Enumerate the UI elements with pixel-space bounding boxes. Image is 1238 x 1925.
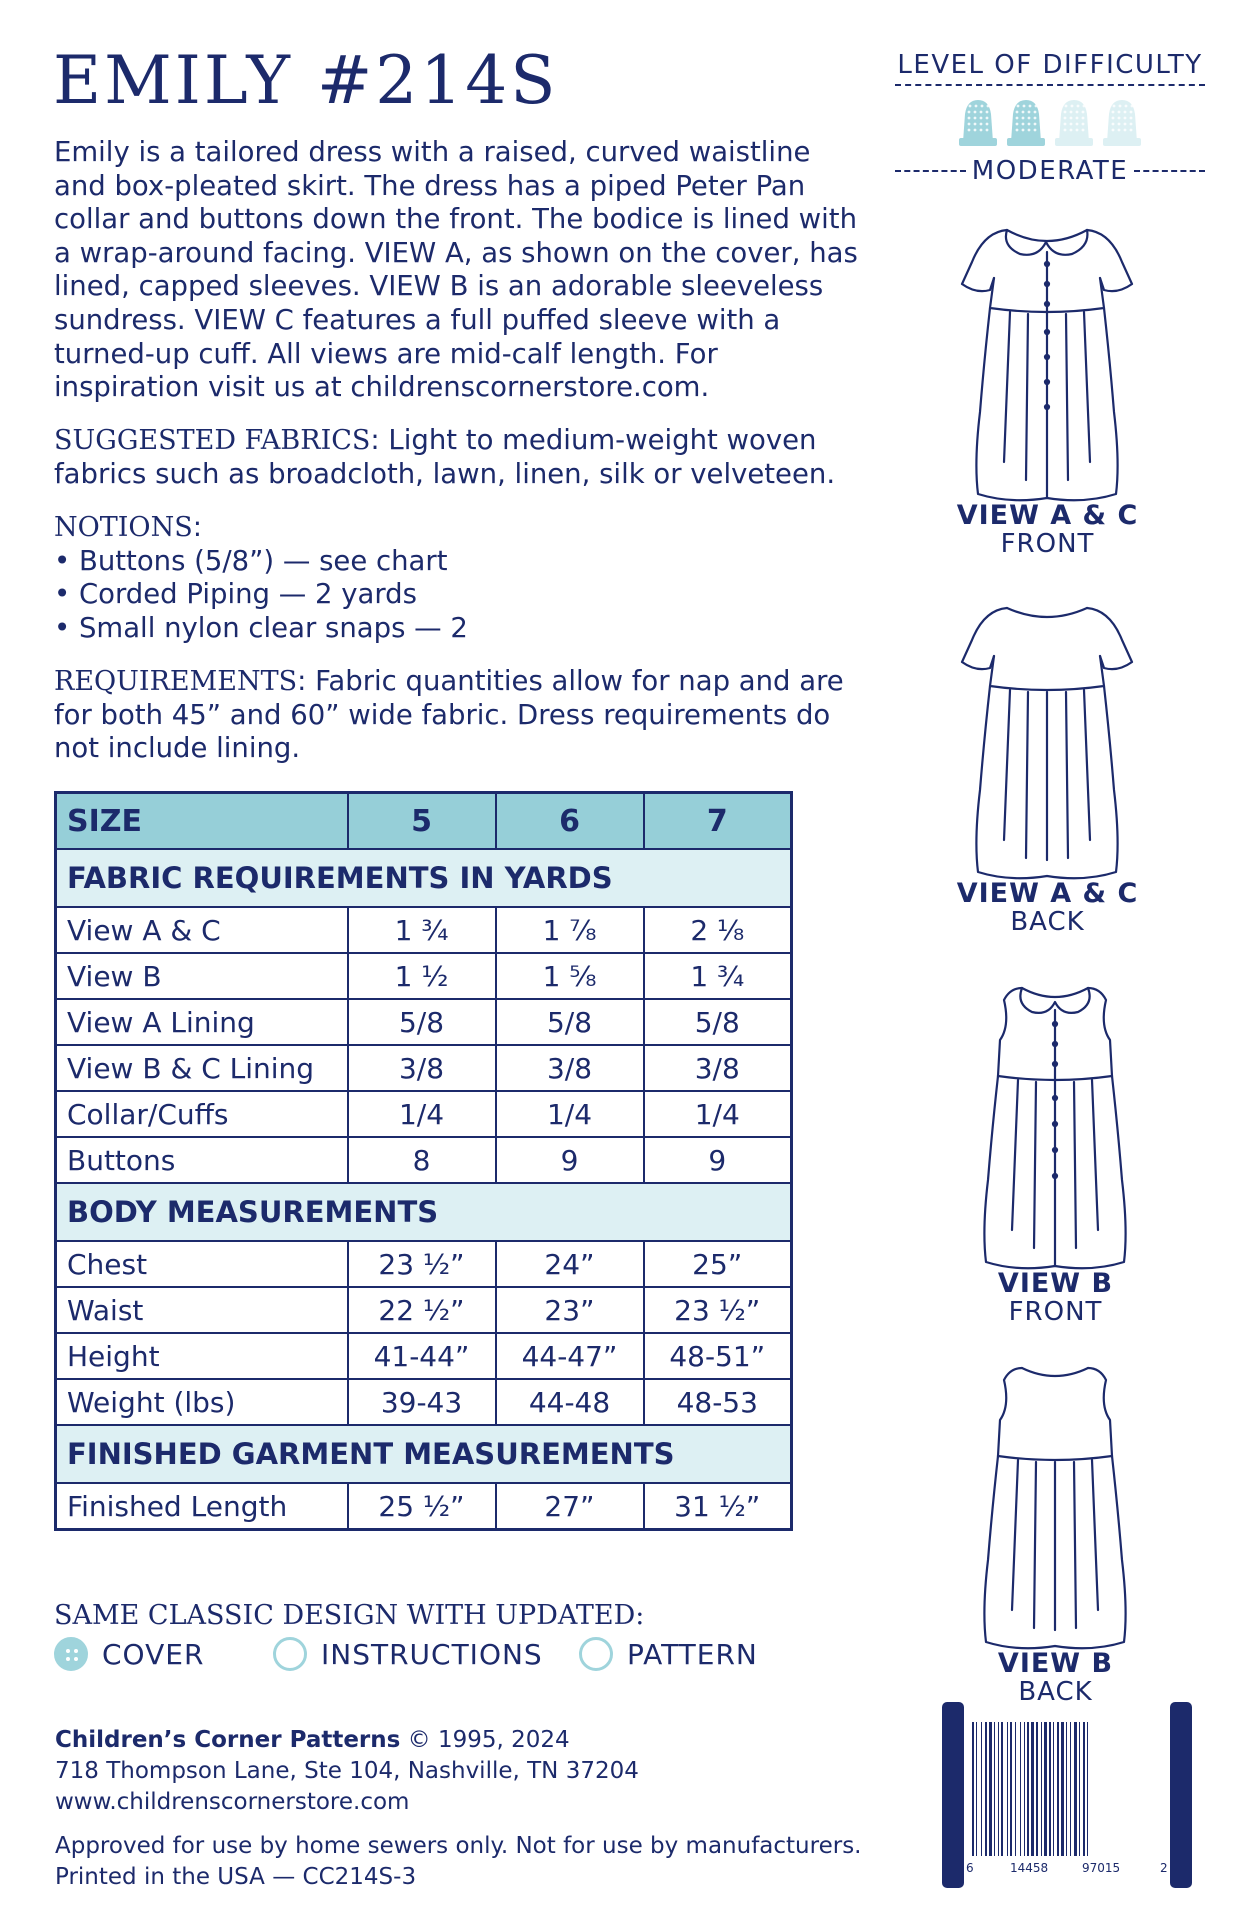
barcode-bar <box>1001 1722 1003 1856</box>
updated-heading <box>54 1600 644 1631</box>
notions-heading: NOTIONS <box>54 512 193 543</box>
table-cell: 44-48 <box>496 1379 644 1425</box>
view-label: VIEW A & C <box>956 878 1139 909</box>
table-row <box>56 1287 792 1333</box>
table-cell: 23 ¹⁄₂” <box>348 1241 496 1287</box>
table-section-row <box>56 849 792 907</box>
fabrics-text: : Light to medium-weight woven fabrics such as broadcloth, lawn, linen, silk or velveteen. <box>54 424 836 490</box>
difficulty-panel <box>895 50 1205 186</box>
barcode-bar <box>972 1722 974 1856</box>
view-b-front <box>958 980 1153 1326</box>
pattern-title: EMILY #214S <box>53 42 559 119</box>
fabrics-heading: SUGGESTED FABRICS <box>54 425 371 456</box>
dashed-rule <box>895 170 966 172</box>
barcode-bar <box>989 1722 992 1856</box>
table-cell: 1 ⁵⁄₈ <box>496 953 644 999</box>
barcode-bar <box>985 1722 987 1856</box>
row-label: Buttons <box>56 1137 348 1183</box>
table-cell: 31 ¹⁄₂” <box>644 1483 792 1530</box>
section-title: FABRIC REQUIREMENTS IN YARDS <box>56 849 792 907</box>
table-cell: 1 ¹⁄₂ <box>348 953 496 999</box>
table-cell: 5/8 <box>496 999 644 1045</box>
row-label: Weight (lbs) <box>56 1379 348 1425</box>
table-cell: 25” <box>644 1241 792 1287</box>
row-label: Finished Length <box>56 1483 348 1530</box>
checked-circle-icon <box>54 1637 88 1671</box>
table-cell: 39-43 <box>348 1379 496 1425</box>
table-cell: 1 ³⁄₄ <box>644 953 792 999</box>
row-label: Collar/Cuffs <box>56 1091 348 1137</box>
notions-section <box>54 511 864 645</box>
barcode-bar <box>1010 1722 1012 1856</box>
table-cell: 1 ⁷⁄₈ <box>496 907 644 953</box>
table-cell: 1 ³⁄₄ <box>348 907 496 953</box>
barcode-bar <box>1007 1722 1008 1856</box>
view-b-back <box>958 1360 1153 1706</box>
table-cell: 48-51” <box>644 1333 792 1379</box>
barcode-bar <box>994 1722 995 1856</box>
barcode-bar <box>1083 1722 1085 1856</box>
checkbox-label: PATTERN <box>627 1637 758 1671</box>
table-cell: 1/4 <box>644 1091 792 1137</box>
requirements-text: : Fabric quantities allow for nap and are for both 45” and 60” wide fabric. Dress requirements do not include lining. <box>54 665 844 765</box>
barcode-bar <box>1070 1722 1071 1856</box>
thimble-empty-icon <box>1053 96 1095 148</box>
notion-item: • Small nylon clear snaps — 2 <box>54 611 468 644</box>
size-header: SIZE <box>56 793 348 850</box>
row-label: View A Lining <box>56 999 348 1045</box>
suggested-fabrics <box>54 424 864 491</box>
table-cell: 1/4 <box>496 1091 644 1137</box>
table-cell: 22 ¹⁄₂” <box>348 1287 496 1333</box>
barcode-bar <box>1041 1722 1042 1856</box>
company-name: Children’s Corner Patterns <box>55 1727 401 1753</box>
row-label: Chest <box>56 1241 348 1287</box>
table-row <box>56 1333 792 1379</box>
table-cell: 2 ¹⁄₈ <box>644 907 792 953</box>
dress-front-sleeved-illustration <box>950 212 1145 502</box>
dashed-rule <box>1134 170 1205 172</box>
barcode-digit: 14458 <box>1010 1861 1049 1875</box>
updated-heading-colon: : <box>635 1600 645 1631</box>
difficulty-thimbles <box>895 96 1205 152</box>
barcode-bar <box>1074 1722 1077 1856</box>
barcode-bar <box>976 1722 977 1856</box>
table-row <box>56 953 792 999</box>
checkbox-instructions <box>273 1634 543 1674</box>
barcode-bar <box>1020 1722 1021 1856</box>
footer-company <box>55 1725 639 1818</box>
table-row <box>56 1483 792 1530</box>
table-cell: 5/8 <box>348 999 496 1045</box>
view-a-c-front <box>950 212 1145 558</box>
barcode-bar <box>1066 1722 1067 1856</box>
table-row <box>56 999 792 1045</box>
notions-list <box>54 545 864 646</box>
table-cell: 23” <box>496 1287 644 1333</box>
row-label: View B & C Lining <box>56 1045 348 1091</box>
section-title: BODY MEASUREMENTS <box>56 1183 792 1241</box>
barcode-bar <box>1053 1722 1054 1856</box>
barcode-digit: 6 <box>966 1861 974 1875</box>
difficulty-level-label: MODERATE <box>971 156 1129 186</box>
barcode-bar <box>1027 1722 1029 1856</box>
website-link[interactable]: www.childrenscornerstore.com <box>55 1789 410 1815</box>
table-cell: 25 ¹⁄₂” <box>348 1483 496 1530</box>
requirements <box>54 665 864 766</box>
thimble-filled-icon <box>957 96 999 148</box>
table-cell: 41-44” <box>348 1333 496 1379</box>
table-cell: 44-47” <box>496 1333 644 1379</box>
barcode-bar <box>1057 1722 1059 1856</box>
thimble-empty-icon <box>1101 96 1143 148</box>
difficulty-level <box>895 156 1205 186</box>
size-column-header: 6 <box>496 793 644 850</box>
barcode-bar <box>1024 1722 1025 1856</box>
checkbox-pattern <box>579 1634 758 1674</box>
row-label: View B <box>56 953 348 999</box>
address: 718 Thompson Lane, Ste 104, Nashville, TN 37204 <box>55 1758 639 1784</box>
table-cell: 24” <box>496 1241 644 1287</box>
difficulty-title: LEVEL OF DIFFICULTY <box>895 50 1205 86</box>
dress-back-sleeved-illustration <box>950 590 1145 880</box>
notions-colon: : <box>192 511 202 543</box>
table-cell: 1/4 <box>348 1091 496 1137</box>
barcode-bar <box>1031 1722 1034 1856</box>
copyright: © 1995, 2024 <box>400 1727 570 1753</box>
table-row <box>56 1045 792 1091</box>
empty-circle-icon <box>579 1637 613 1671</box>
intro-description: Emily is a tailored dress with a raised, curved waistline and box-pleated skirt. The dress has a piped Peter Pan collar and buttons down the front. The bodice is lined with a wrap-around facing. VIEW A, as shown on the cover, has lined, capped sleeves. VIEW B is an adorable sleeveless sundress. VIEW C features a full puffed sleeve with a turned-up cuff. All views are mid-calf length. For inspiration visit us at childrenscornerstore.com. <box>54 136 858 404</box>
table-row <box>56 1137 792 1183</box>
table-cell: 27” <box>496 1483 644 1530</box>
table-cell: 8 <box>348 1137 496 1183</box>
table-row <box>56 1379 792 1425</box>
printed-notice: Printed in the USA — CC214S-3 <box>55 1864 417 1890</box>
size-column-header: 5 <box>348 793 496 850</box>
view-label: VIEW B <box>997 1268 1114 1299</box>
table-section-row <box>56 1183 792 1241</box>
table-cell: 3/8 <box>644 1045 792 1091</box>
updated-heading-text: SAME CLASSIC DESIGN WITH UPDATED <box>54 1600 636 1631</box>
thimble-filled-icon <box>1005 96 1047 148</box>
section-title: FINISHED GARMENT MEASUREMENTS <box>56 1425 792 1483</box>
barcode-bar <box>1036 1722 1038 1856</box>
checkbox-label: COVER <box>102 1637 205 1671</box>
table-section-row <box>56 1425 792 1483</box>
table-cell: 23 ¹⁄₂” <box>644 1287 792 1333</box>
row-label: View A & C <box>56 907 348 953</box>
barcode-bar <box>1044 1722 1047 1856</box>
view-side: FRONT <box>1000 529 1095 559</box>
barcode-bar <box>1087 1722 1088 1856</box>
notion-item: • Buttons (5/8”) — see chart <box>54 544 448 577</box>
table-cell: 9 <box>644 1137 792 1183</box>
barcode-bar <box>1015 1722 1016 1856</box>
table-cell: 5/8 <box>644 999 792 1045</box>
view-side: FRONT <box>1008 1297 1103 1327</box>
dress-back-sleeveless-illustration <box>958 1360 1153 1650</box>
barcode-bar <box>981 1722 982 1856</box>
barcode-bar <box>1049 1722 1051 1856</box>
table-header-row <box>56 793 792 850</box>
barcode-digit: 2 <box>1160 1861 1168 1875</box>
usage-notice: Approved for use by home sewers only. Not for use by manufacturers. <box>55 1833 862 1859</box>
barcode-bar <box>1061 1722 1064 1856</box>
row-label: Height <box>56 1333 348 1379</box>
notion-item: • Corded Piping — 2 yards <box>54 578 417 611</box>
table-cell: 3/8 <box>496 1045 644 1091</box>
view-label: VIEW B <box>997 1648 1114 1679</box>
barcode-digit: 97015 <box>1082 1861 1121 1875</box>
row-label: Waist <box>56 1287 348 1333</box>
barcode-bar <box>998 1722 999 1856</box>
barcode-bar <box>1079 1722 1080 1856</box>
requirements-heading: REQUIREMENTS <box>54 666 298 697</box>
table-cell: 9 <box>496 1137 644 1183</box>
table-row <box>56 1091 792 1137</box>
barcode <box>942 1702 1192 1888</box>
footer-legal <box>55 1831 861 1893</box>
view-side: BACK <box>1010 907 1085 937</box>
table-cell: 48-53 <box>644 1379 792 1425</box>
table-cell: 3/8 <box>348 1045 496 1091</box>
requirements-table <box>54 791 793 1531</box>
view-label: VIEW A & C <box>956 500 1139 531</box>
view-a-c-back <box>950 590 1145 936</box>
table-row <box>56 907 792 953</box>
empty-circle-icon <box>273 1637 307 1671</box>
view-side: BACK <box>1018 1677 1093 1707</box>
checkbox-cover <box>54 1634 204 1674</box>
dress-front-sleeveless-illustration <box>958 980 1153 1270</box>
table-row <box>56 1241 792 1287</box>
checkbox-label: INSTRUCTIONS <box>321 1637 543 1671</box>
size-column-header: 7 <box>644 793 792 850</box>
